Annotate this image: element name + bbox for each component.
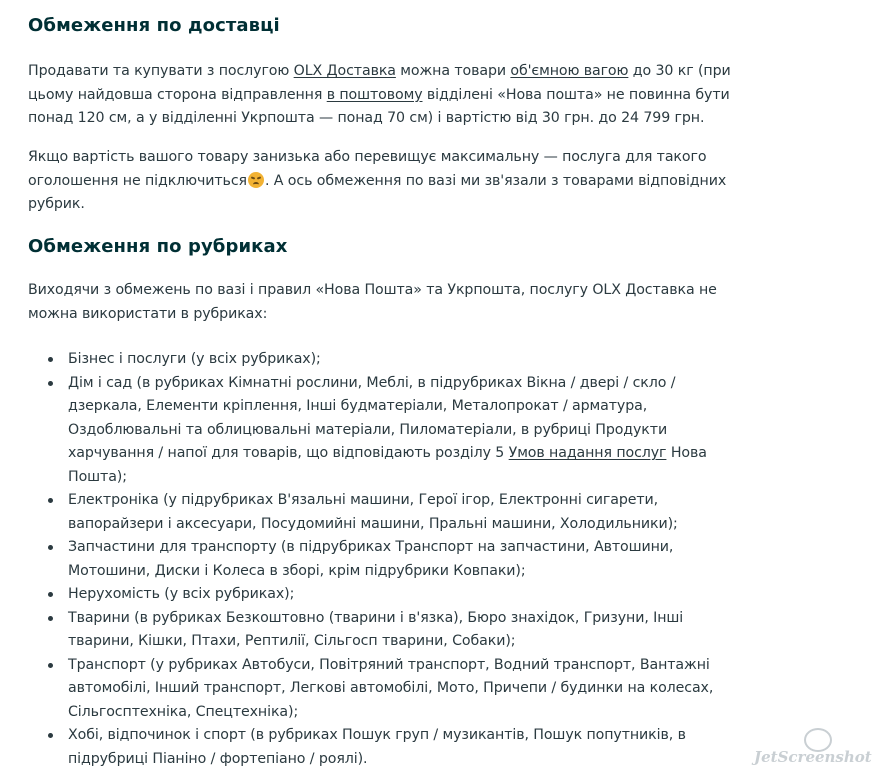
bullet-icon	[48, 498, 53, 503]
delivery-limits-paragraph	[28, 60, 740, 131]
list-item-text: Нерухомість (у всіх рубриках);	[68, 586, 295, 602]
list-item-text: Тварини (в рубриках Безкоштовно (тварини і в'язка), Бюро знахідок, Гризуни, Інші тварини, Кішки, Птахи, Рептилії, Сільгосп тварини, Собаки);	[68, 609, 684, 649]
list-item	[48, 372, 748, 490]
list-item-text: Бізнес і послуги (у всіх рубриках);	[68, 351, 321, 367]
bullet-icon	[48, 357, 53, 362]
list-item-text: Хобі, відпочинок і спорт (в рубриках Пошук груп / музикантів, Пошук попутників, в підрубриці Піаніно / фортепіано / роялі).	[68, 727, 686, 767]
text-span: можна товари	[395, 63, 511, 79]
list-item	[48, 724, 748, 771]
list-item	[48, 607, 748, 654]
category-limits-intro: Виходячи з обмежень по вазі і правил «Нова Пошта» та Укрпошта, послугу OLX Доставка не можна використати в рубриках:	[28, 282, 717, 322]
text-span: до 30 кг (при цьому найдовша сторона відправлення	[28, 63, 731, 103]
text-span: . А ось обмеження по вазі ми зв'язали з товарами відповідних рубрик.	[28, 172, 727, 212]
section-heading-delivery-limits: Обмеження по доставці	[28, 15, 280, 36]
list-item-text: Нова Пошта);	[68, 445, 707, 485]
post-office-link[interactable]: в поштовому	[326, 86, 423, 103]
text-span: Продавати та купувати з послугою	[28, 63, 294, 79]
disappointed-face-emoji-icon	[248, 172, 264, 188]
price-limits-paragraph	[28, 146, 738, 217]
section-heading-category-limits: Обмеження по рубриках	[28, 236, 288, 257]
bullet-icon	[48, 663, 53, 668]
list-item-text: Запчастини для транспорту (в підрубриках Транспорт на запчастини, Автошини, Мотошини, Диски і Колеса в зборі, крім підрубрики Ковпаки);	[68, 539, 674, 579]
volumetric-weight-link[interactable]: об'ємною вагою	[510, 63, 629, 79]
bullet-icon	[48, 381, 53, 386]
list-item-text: Електроніка (у підрубриках В'язальні машини, Герої ігор, Електронні сигарети, вапорайзери і аксесуари, Посудомийні машини, Пральні машини, Холодильники);	[68, 492, 678, 532]
bullet-icon	[48, 592, 53, 597]
list-item	[48, 654, 748, 725]
list-item	[48, 489, 748, 536]
list-item-text: Дім і сад (в рубриках Кімнатні рослини, Меблі, в підрубриках Вікна / двері / скло / дзеркала, Елементи кріплення, Інші будматеріали, Металопрокат / арматура, Оздоблювальні та облицювальні матеріали, Пиломатеріали, в рубриці Продукти харчування / напої для товарів, що відповідають розділу 5	[68, 374, 676, 461]
list-item	[48, 348, 748, 372]
list-item	[48, 536, 748, 583]
list-item-text: Транспорт (у рубриках Автобуси, Повітряний транспорт, Водний транспорт, Вантажні автомобілі, Інший транспорт, Легкові автомобілі, Мото, Причепи / будинки на колесах, Сільгосптехніка, Спецтехніка);	[68, 656, 714, 720]
restricted-categories-list	[48, 348, 748, 771]
service-terms-link[interactable]: Умов надання послуг	[508, 445, 667, 461]
bullet-icon	[48, 616, 53, 621]
watermark-text: JetScreenshot	[754, 748, 872, 766]
list-item	[48, 583, 748, 607]
bullet-icon	[48, 733, 53, 738]
olx-delivery-link[interactable]: OLX Доставка	[293, 63, 396, 79]
bullet-icon	[48, 545, 53, 550]
text-span: Якщо вартість вашого товару занизька або перевищує максимальну — послуга для такого оголошення не підключиться	[28, 149, 707, 189]
jetscreenshot-watermark	[754, 728, 874, 768]
text-span: відділені «Нова пошта» не повинна бути понад 120 см, а у відділенні Укрпошта — понад 70 см) і вартістю від 30 грн. до 24 799 грн.	[28, 86, 730, 126]
